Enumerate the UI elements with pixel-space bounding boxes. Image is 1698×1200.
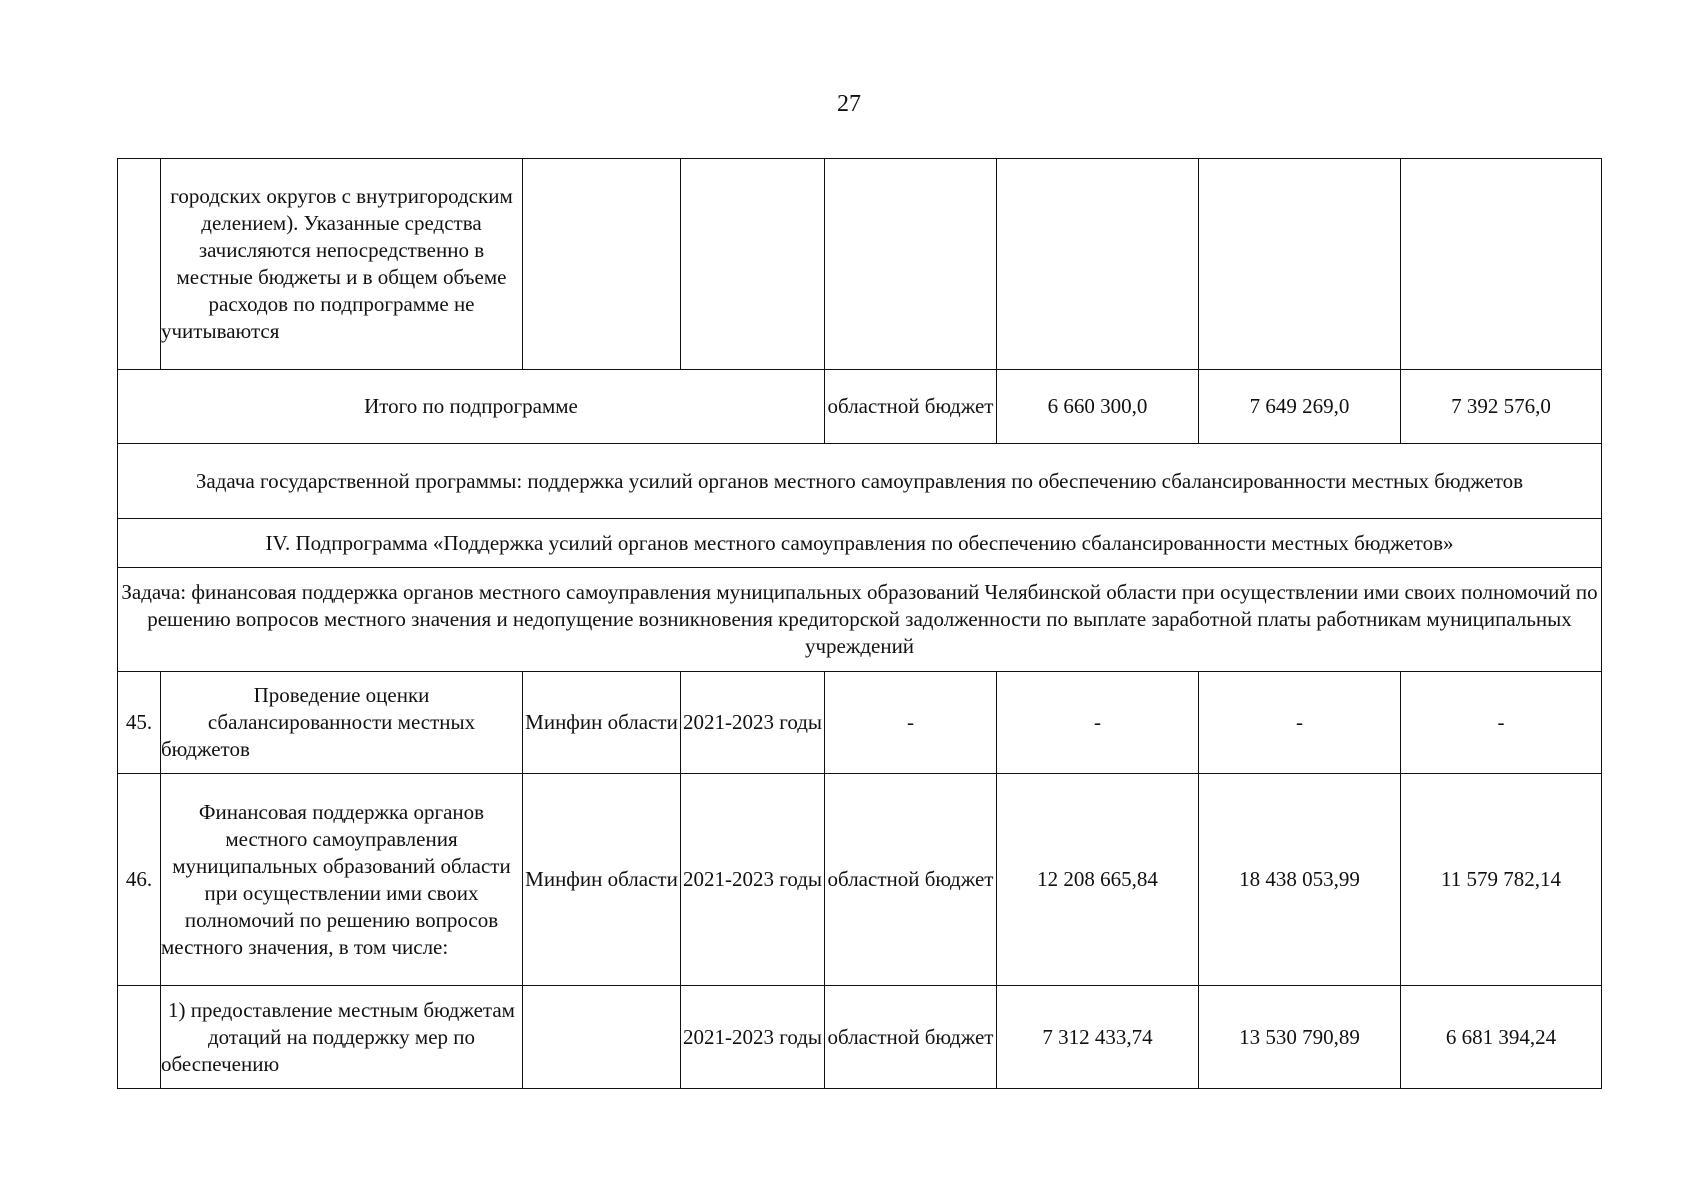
table-row xyxy=(118,986,1602,1089)
row-source: областной бюджет xyxy=(825,774,997,986)
row-2022: 18 438 053,99 xyxy=(1199,774,1401,986)
table-row xyxy=(118,774,1602,986)
budget-table xyxy=(117,158,1602,1089)
row-executor: Минфин области xyxy=(523,774,681,986)
total-source: областной бюджет xyxy=(825,370,997,444)
row-description: 1) предоставление местным бюджетам дотаций на поддержку мер по обеспечению xyxy=(161,986,523,1089)
page-number: 27 xyxy=(837,91,861,117)
row-2021: 12 208 665,84 xyxy=(997,774,1199,986)
program-goal-text: Задача государственной программы: поддержка усилий органов местного самоуправления по обеспечению сбалансированности местных бюджетов xyxy=(118,444,1602,519)
table-row xyxy=(118,672,1602,774)
row-2021: - xyxy=(997,672,1199,774)
row-2023: 6 681 394,24 xyxy=(1401,986,1602,1089)
subprogram-title-row xyxy=(118,519,1602,568)
row-executor xyxy=(523,986,681,1089)
row-period: 2021-2023 годы xyxy=(681,672,825,774)
row-number-cell xyxy=(118,159,161,370)
total-2021: 6 660 300,0 xyxy=(997,370,1199,444)
row-2023: - xyxy=(1401,672,1602,774)
executor-cell xyxy=(523,159,681,370)
subprogram-task-row xyxy=(118,568,1602,672)
row-number: 45. xyxy=(118,672,161,774)
period-cell xyxy=(681,159,825,370)
row-executor: Минфин области xyxy=(523,672,681,774)
amount-2023-cell xyxy=(1401,159,1602,370)
row-description: Проведение оценки сбалансированности местных бюджетов xyxy=(161,672,523,774)
row-source: - xyxy=(825,672,997,774)
amount-2022-cell xyxy=(1199,159,1401,370)
source-cell xyxy=(825,159,997,370)
row-2022: 13 530 790,89 xyxy=(1199,986,1401,1089)
row-period: 2021-2023 годы xyxy=(681,986,825,1089)
row-number xyxy=(118,986,161,1089)
total-2022: 7 649 269,0 xyxy=(1199,370,1401,444)
row-2021: 7 312 433,74 xyxy=(997,986,1199,1089)
subprogram-total-row xyxy=(118,370,1602,444)
total-label: Итого по подпрограмме xyxy=(118,370,825,444)
program-goal-row xyxy=(118,444,1602,519)
amount-2021-cell xyxy=(997,159,1199,370)
subprogram-title-text: IV. Подпрограмма «Поддержка усилий органов местного самоуправления по обеспечению сбалансированности местных бюджетов» xyxy=(118,519,1602,568)
row-number: 46. xyxy=(118,774,161,986)
subprogram-task-text: Задача: финансовая поддержка органов местного самоуправления муниципальных образований Челябинской области при осуществлении ими своих полномочий по решению вопросов местного значения и недопущение возникновения кредиторской задолженности по выплате заработной платы работникам муниципальных учреждений xyxy=(118,568,1602,672)
total-2023: 7 392 576,0 xyxy=(1401,370,1602,444)
continued-row xyxy=(118,159,1602,370)
description-cell: городских округов с внутригородским делением). Указанные средства зачисляются непосредственно в местные бюджеты и в общем объеме расходов по подпрограмме не учитываются xyxy=(161,159,523,370)
row-2022: - xyxy=(1199,672,1401,774)
row-source: областной бюджет xyxy=(825,986,997,1089)
row-description: Финансовая поддержка органов местного самоуправления муниципальных образований области при осуществлении ими своих полномочий по решению вопросов местного значения, в том числе: xyxy=(161,774,523,986)
row-2023: 11 579 782,14 xyxy=(1401,774,1602,986)
row-period: 2021-2023 годы xyxy=(681,774,825,986)
